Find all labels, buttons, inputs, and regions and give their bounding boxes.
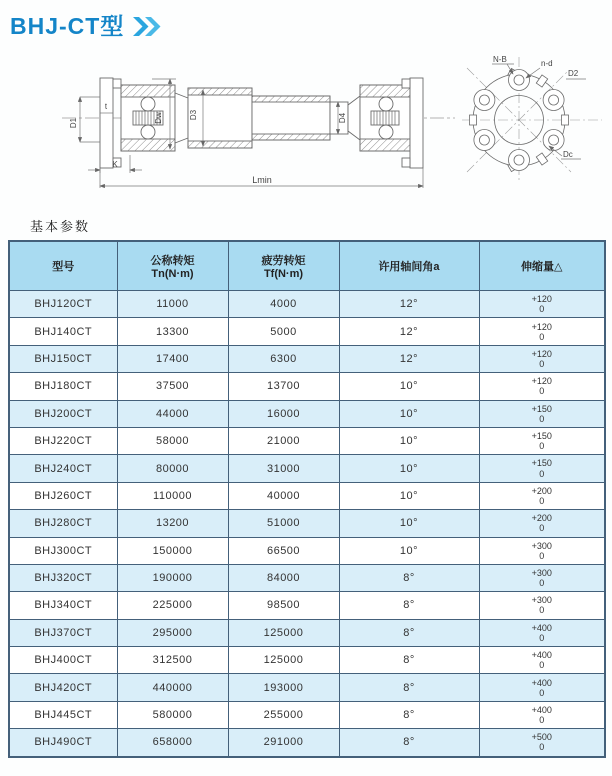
dim-label-t: t [104, 102, 108, 111]
cell-shaft-angle: 10° [339, 427, 479, 454]
specs-table-body [9, 291, 605, 757]
cell-extension [479, 482, 605, 509]
cell-shaft-angle: 10° [339, 373, 479, 400]
cell-shaft-angle: 8° [339, 592, 479, 619]
extension-top: +120 [531, 348, 552, 359]
cell-fatigue-torque: 193000 [228, 674, 339, 701]
table-row [9, 455, 605, 482]
cell-fatigue-torque: 51000 [228, 510, 339, 537]
header-shaft-angle: 许用轴间角a [339, 241, 479, 291]
cell-fatigue-torque: 84000 [228, 564, 339, 591]
cell-fatigue-torque: 5000 [228, 318, 339, 345]
cell-nominal-torque: 58000 [117, 427, 228, 454]
cell-extension [479, 373, 605, 400]
extension-bottom: 0 [539, 578, 545, 589]
cell-nominal-torque: 312500 [117, 647, 228, 674]
cell-shaft-angle: 10° [339, 455, 479, 482]
table-row [9, 400, 605, 427]
cell-fatigue-torque: 21000 [228, 427, 339, 454]
cell-shaft-angle: 10° [339, 400, 479, 427]
cell-model: BHJ490CT [9, 729, 117, 757]
extension-top: +400 [531, 622, 552, 633]
cell-model: BHJ320CT [9, 564, 117, 591]
extension-bottom: 0 [539, 468, 545, 479]
cell-shaft-angle: 10° [339, 537, 479, 564]
extension-bottom: 0 [539, 386, 545, 397]
cell-model: BHJ150CT [9, 345, 117, 372]
cell-nominal-torque: 17400 [117, 345, 228, 372]
technical-drawing [0, 45, 612, 205]
cell-nominal-torque: 37500 [117, 373, 228, 400]
dim-label-d3: D3 [189, 109, 198, 121]
table-row [9, 674, 605, 701]
cell-shaft-angle: 8° [339, 619, 479, 646]
cell-model: BHJ400CT [9, 647, 117, 674]
cell-shaft-angle: 10° [339, 510, 479, 537]
cell-nominal-torque: 225000 [117, 592, 228, 619]
extension-top: +150 [531, 403, 552, 414]
cell-fatigue-torque: 13700 [228, 373, 339, 400]
cell-extension [479, 345, 605, 372]
extension-bottom: 0 [539, 495, 545, 506]
cell-extension [479, 592, 605, 619]
cell-nominal-torque: 658000 [117, 729, 228, 757]
cell-nominal-torque: 440000 [117, 674, 228, 701]
page-header [10, 8, 161, 41]
cell-fatigue-torque: 4000 [228, 291, 339, 318]
dim-label-dc: Dc [563, 150, 573, 159]
cell-model: BHJ340CT [9, 592, 117, 619]
joint-boot [348, 96, 360, 140]
table-row [9, 291, 605, 318]
bolt-nub [402, 158, 410, 167]
cell-model: BHJ220CT [9, 427, 117, 454]
table-row [9, 729, 605, 757]
header-model: 型号 [9, 241, 117, 291]
extension-bottom: 0 [539, 304, 545, 315]
cell-extension [479, 729, 605, 757]
table-row [9, 619, 605, 646]
cell-fatigue-torque: 125000 [228, 619, 339, 646]
section-label: 基本参数 [30, 219, 91, 234]
extension-top: +300 [531, 540, 552, 551]
extension-bottom: 0 [539, 550, 545, 561]
cell-extension [479, 510, 605, 537]
extension-top: +120 [531, 376, 552, 387]
cell-extension [479, 647, 605, 674]
header-extension: 伸缩量△ [479, 241, 605, 291]
cell-nominal-torque: 150000 [117, 537, 228, 564]
table-row [9, 373, 605, 400]
cell-shaft-angle: 12° [339, 318, 479, 345]
extension-bottom: 0 [539, 687, 545, 698]
cell-nominal-torque: 190000 [117, 564, 228, 591]
cell-model: BHJ200CT [9, 400, 117, 427]
extension-top: +120 [531, 321, 552, 332]
cell-shaft-angle: 10° [339, 482, 479, 509]
dim-label-dw: Dw [154, 112, 163, 124]
tube [252, 96, 330, 140]
cell-nominal-torque: 580000 [117, 701, 228, 728]
cell-fatigue-torque: 98500 [228, 592, 339, 619]
cell-fatigue-torque: 255000 [228, 701, 339, 728]
extension-bottom: 0 [539, 331, 545, 342]
cell-extension [479, 400, 605, 427]
extension-bottom: 0 [539, 358, 545, 369]
extension-bottom: 0 [539, 441, 545, 452]
header-nominal-torque: 公称转矩 Tn(N·m) [117, 241, 228, 291]
dim-label-nd: n-d [541, 59, 553, 68]
cell-extension [479, 674, 605, 701]
cell-model: BHJ370CT [9, 619, 117, 646]
double-chevron-icon [133, 17, 161, 36]
cell-model: BHJ240CT [9, 455, 117, 482]
extension-top: +300 [531, 568, 552, 579]
dim-label-k: K [112, 160, 118, 169]
cell-nominal-torque: 13300 [117, 318, 228, 345]
extension-bottom: 0 [539, 742, 545, 753]
extension-top: +120 [531, 294, 552, 305]
extension-bottom: 0 [539, 413, 545, 424]
table-row [9, 537, 605, 564]
cell-extension [479, 564, 605, 591]
cell-model: BHJ260CT [9, 482, 117, 509]
cell-shaft-angle: 8° [339, 564, 479, 591]
hatched-wall [121, 139, 175, 151]
extension-top: +200 [531, 485, 552, 496]
cell-fatigue-torque: 6300 [228, 345, 339, 372]
cell-fatigue-torque: 291000 [228, 729, 339, 757]
extension-top: +500 [531, 732, 552, 743]
cell-shaft-angle: 8° [339, 729, 479, 757]
cell-model: BHJ280CT [9, 510, 117, 537]
extension-bottom: 0 [539, 523, 545, 534]
cell-model: BHJ120CT [9, 291, 117, 318]
cell-shaft-angle: 8° [339, 674, 479, 701]
table-row [9, 647, 605, 674]
extension-top: +200 [531, 513, 552, 524]
extension-top: +400 [531, 650, 552, 661]
table-row [9, 345, 605, 372]
hatched-wall [121, 85, 175, 97]
header-row [9, 241, 605, 291]
cell-fatigue-torque: 125000 [228, 647, 339, 674]
extension-top: +400 [531, 677, 552, 688]
page-title: BHJ-CT型 [10, 13, 125, 39]
cell-extension [479, 427, 605, 454]
end-view-drawing [462, 57, 602, 183]
cell-model: BHJ300CT [9, 537, 117, 564]
table-row [9, 482, 605, 509]
extension-top: +300 [531, 595, 552, 606]
table-row [9, 318, 605, 345]
cell-nominal-torque: 11000 [117, 291, 228, 318]
cell-shaft-angle: 8° [339, 701, 479, 728]
joint-boot [175, 93, 188, 143]
cell-fatigue-torque: 66500 [228, 537, 339, 564]
cell-model: BHJ180CT [9, 373, 117, 400]
bolt-nub [402, 79, 410, 88]
cell-model: BHJ420CT [9, 674, 117, 701]
table-row [9, 592, 605, 619]
cell-fatigue-torque: 40000 [228, 482, 339, 509]
table-row [9, 564, 605, 591]
cell-extension [479, 455, 605, 482]
table-row [9, 510, 605, 537]
cell-shaft-angle: 12° [339, 291, 479, 318]
dim-label-lmin: Lmin [252, 175, 272, 185]
extension-bottom: 0 [539, 715, 545, 726]
cell-extension [479, 291, 605, 318]
table-row [9, 701, 605, 728]
cell-extension [479, 318, 605, 345]
specs-table-header [9, 241, 605, 291]
left-flange [100, 78, 113, 168]
extension-bottom: 0 [539, 632, 545, 643]
right-flange [410, 78, 423, 168]
extension-top: +150 [531, 458, 552, 469]
cell-nominal-torque: 44000 [117, 400, 228, 427]
cell-shaft-angle: 12° [339, 345, 479, 372]
dim-label-nb: N-B [493, 55, 507, 64]
extension-top: +400 [531, 704, 552, 715]
dim-label-d4: D4 [338, 112, 347, 124]
specs-table [8, 240, 606, 758]
header-fatigue-torque: 疲劳转矩 Tf(N·m) [228, 241, 339, 291]
extension-top: +150 [531, 431, 552, 442]
cell-fatigue-torque: 16000 [228, 400, 339, 427]
cell-model: BHJ140CT [9, 318, 117, 345]
side-view-drawing [62, 78, 455, 168]
cell-model: BHJ445CT [9, 701, 117, 728]
cell-nominal-torque: 13200 [117, 510, 228, 537]
dim-label-d2: D2 [568, 69, 579, 78]
dim-label-d1: D1 [69, 117, 78, 129]
cell-shaft-angle: 8° [339, 647, 479, 674]
cell-extension [479, 537, 605, 564]
bolt-nub [113, 79, 121, 88]
cell-nominal-torque: 80000 [117, 455, 228, 482]
table-row [9, 427, 605, 454]
cell-extension [479, 701, 605, 728]
cell-fatigue-torque: 31000 [228, 455, 339, 482]
extension-bottom: 0 [539, 605, 545, 616]
cell-extension [479, 619, 605, 646]
extension-bottom: 0 [539, 660, 545, 671]
cell-nominal-torque: 295000 [117, 619, 228, 646]
cell-nominal-torque: 110000 [117, 482, 228, 509]
